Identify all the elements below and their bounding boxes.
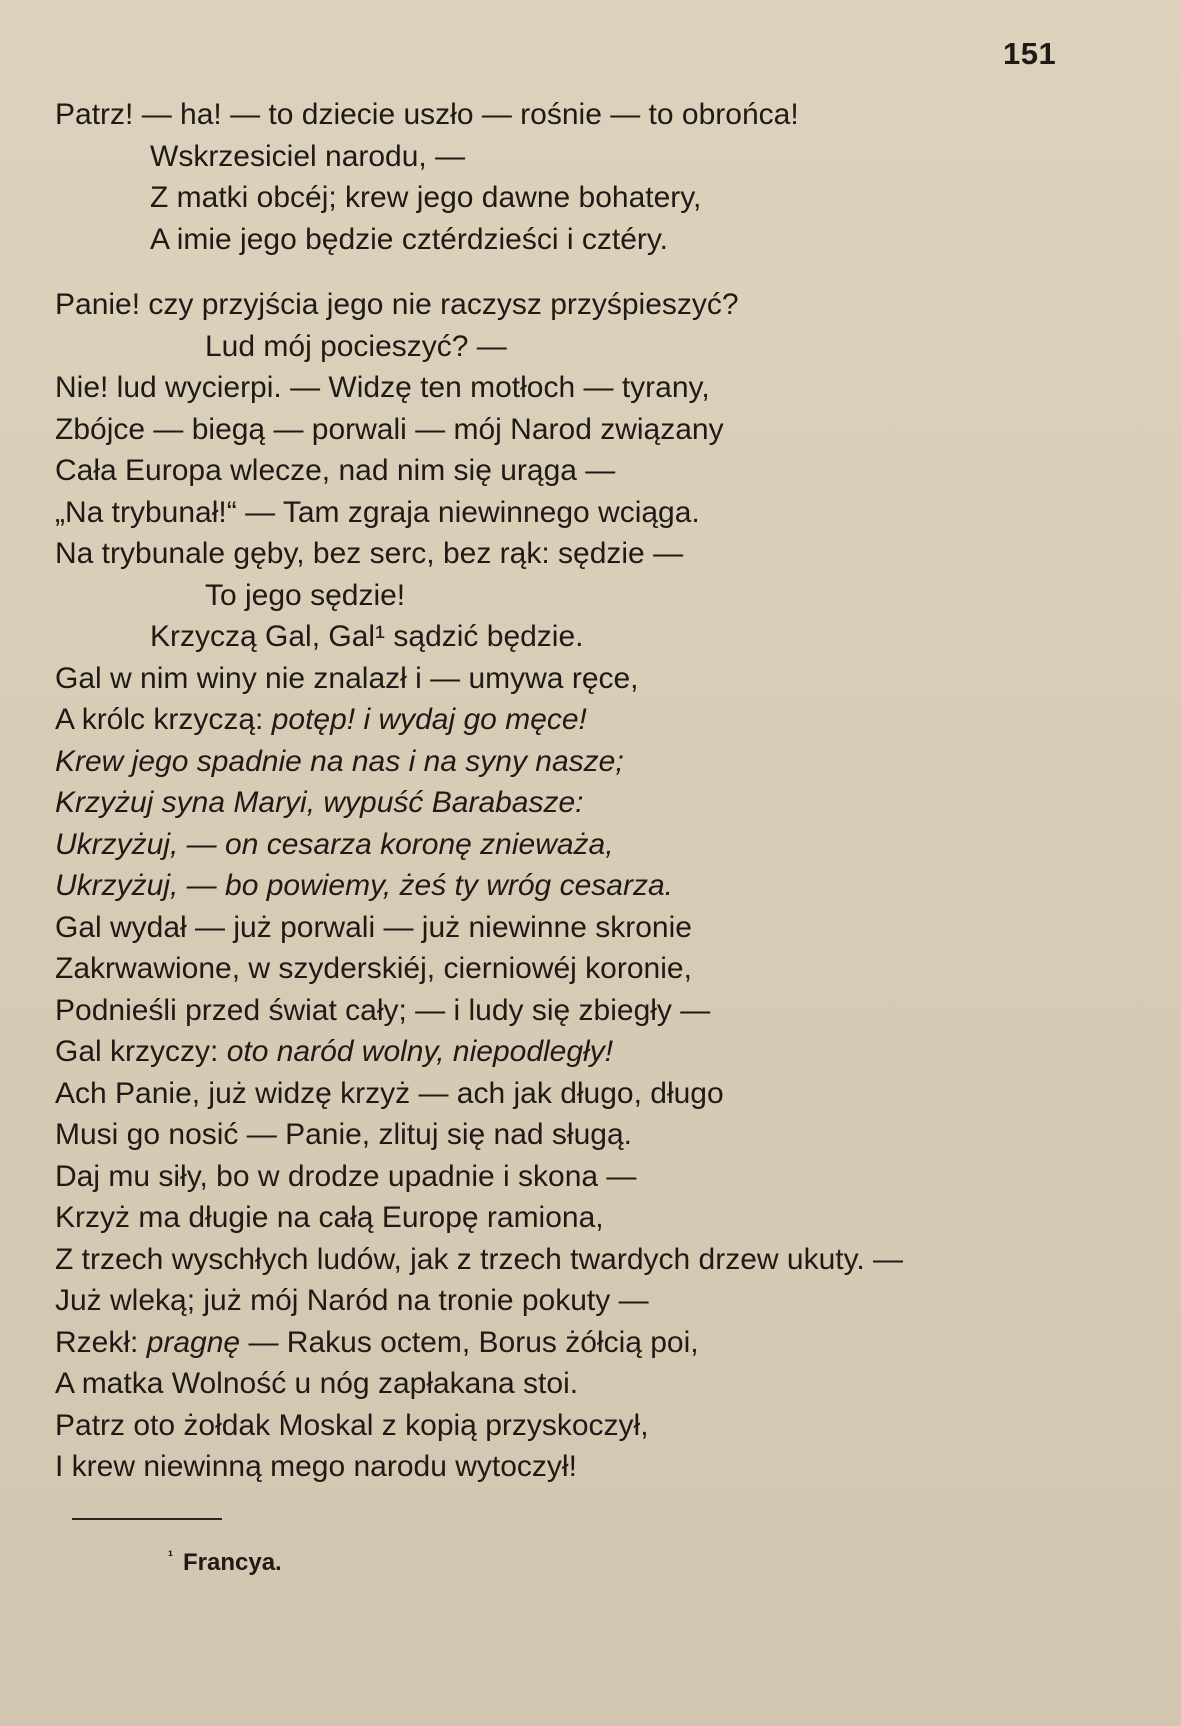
footnote: [168, 1548, 282, 1577]
poem-line: [55, 450, 1155, 492]
poem-line: [55, 824, 1155, 866]
line-text: Gal krzyczy:: [55, 1035, 227, 1068]
stanza-break: [55, 260, 1155, 284]
poem-line: [55, 948, 1155, 990]
poem-line: [55, 326, 1155, 368]
poem-line: [55, 177, 1155, 219]
poem-line: [55, 658, 1155, 700]
poem-line: [55, 1114, 1155, 1156]
line-text: A imie jego będzie cztérdzieści i cztéry.: [150, 222, 668, 256]
line-text: Krzyż ma długie na całą Europę ramiona,: [55, 1201, 604, 1234]
poem-line: [55, 367, 1155, 409]
line-text: Z matki obcéj; krew jego dawne bohatery,: [150, 181, 702, 214]
line-text: To jego sędzie!: [205, 578, 406, 612]
line-text: Krzyczą Gal, Gal¹ sądzić będzie.: [150, 620, 584, 653]
line-italic-text: oto naród wolny, niepodległy!: [226, 1035, 614, 1068]
poem-line: [55, 1156, 1155, 1198]
poem-line: [55, 741, 1155, 783]
poem-line: [55, 492, 1155, 534]
poem-line: [55, 1363, 1155, 1405]
poem-line: [55, 865, 1155, 907]
line-text: Daj mu siły, bo w drodze upadnie i skona —: [55, 1159, 637, 1193]
poem-line: [55, 94, 1155, 136]
line-text: Panie! czy przyjścia jego nie raczysz przyśpieszyć?: [55, 288, 739, 321]
line-text: Już wleką; już mój Naród na tronie pokuty —: [55, 1284, 649, 1317]
poem-line: [55, 1197, 1155, 1239]
line-text: Ach Panie, już widzę krzyż — ach jak długo, długo: [55, 1076, 724, 1110]
poem-line: [55, 1280, 1155, 1322]
line-text: Podnieśli przed świat cały; — i ludy się zbiegły —: [55, 993, 711, 1027]
poem-line: [55, 1031, 1155, 1073]
line-text: Patrz oto żołdak Moskal z kopią przyskoczył,: [55, 1408, 649, 1442]
line-text: Zbójce — biegą — porwali — mój Narod związany: [55, 412, 724, 446]
line-text: Lud mój pocieszyć? —: [205, 329, 507, 363]
poem-text: [55, 94, 1155, 1488]
line-text: I krew niewinną mego narodu wytoczył!: [55, 1450, 577, 1483]
poem-line: [55, 1446, 1155, 1488]
poem-line: [55, 1239, 1155, 1281]
footnote-text: Francya.: [183, 1549, 282, 1576]
poem-line: [55, 533, 1155, 575]
line-text: Na trybunale gęby, bez serc, bez rąk: sędzie —: [55, 537, 684, 570]
line-text: Nie! lud wycierpi. — Widzę ten motłoch — tyrany,: [55, 371, 710, 404]
poem-line: [55, 409, 1155, 451]
line-text: Patrz! — ha! — to dziecie uszło — rośnie — to obrońca!: [55, 98, 799, 131]
line-italic-text: potęp! i wydaj go męce!: [271, 703, 587, 736]
line-italic-text: Ukrzyżuj, — on cesarza koronę znieważa,: [55, 827, 614, 861]
line-text: Zakrwawione, w szyderskiéj, cierniowéj koronie,: [55, 952, 692, 985]
poem-line: [55, 782, 1155, 824]
poem-line: [55, 907, 1155, 949]
line-text: „Na trybunał!“ — Tam zgraja niewinnego wciąga.: [55, 495, 700, 529]
poem-line: [55, 575, 1155, 617]
poem-line: [55, 219, 1155, 261]
footnote-marker: ¹: [168, 1548, 173, 1565]
poem-line: [55, 1073, 1155, 1115]
line-text: Z trzech wyschłych ludów, jak z trzech twardych drzew ukuty. —: [55, 1242, 904, 1276]
poem-line: [55, 699, 1155, 741]
poem-line: [55, 1322, 1155, 1364]
line-italic-text: pragnę: [146, 1325, 241, 1359]
line-text: Rzekł:: [55, 1325, 147, 1359]
line-text: A matka Wolność u nóg zapłakana stoi.: [55, 1367, 579, 1400]
line-text: Gal w nim winy nie znalazł i — umywa ręce,: [55, 661, 639, 695]
poem-line: [55, 284, 1155, 326]
poem-line: [55, 990, 1155, 1032]
poem-line: [55, 136, 1155, 178]
line-text: Wskrzesiciel narodu, —: [150, 139, 466, 173]
poem-line: [55, 616, 1155, 658]
page-number: 151: [1003, 36, 1057, 71]
footnote-divider: [72, 1518, 222, 1520]
line-text: A królc krzyczą:: [55, 703, 272, 736]
line-text-continued: — Rakus octem, Borus żółcią poi,: [240, 1325, 699, 1359]
line-italic-text: Ukrzyżuj, — bo powiemy, żeś ty wróg cesarza.: [55, 869, 673, 902]
poem-line: [55, 1405, 1155, 1447]
line-text: Musi go nosić — Panie, zlituj się nad sługą.: [55, 1118, 632, 1151]
line-italic-text: Krew jego spadnie na nas i na syny nasze;: [55, 744, 624, 778]
line-text: Gal wydał — już porwali — już niewinne skronie: [55, 910, 692, 944]
line-italic-text: Krzyżuj syna Maryi, wypuść Barabasze:: [55, 786, 584, 819]
line-text: Cała Europa wlecze, nad nim się urąga —: [55, 454, 616, 487]
